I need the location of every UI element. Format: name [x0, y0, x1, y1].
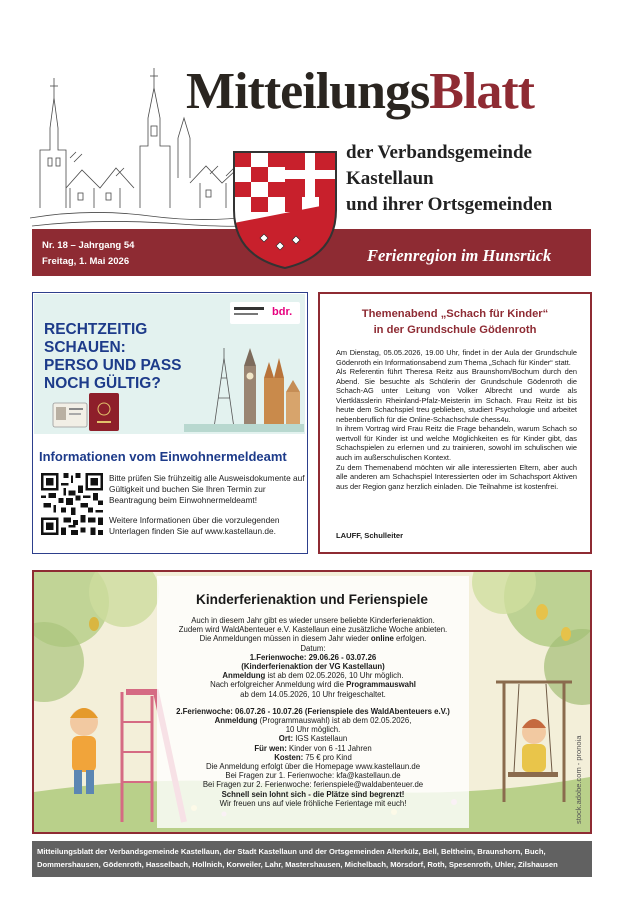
footer-bar [32, 841, 592, 877]
camp-line: Ort: IGS Kastellaun [278, 734, 348, 744]
chess-article-box [318, 292, 592, 554]
newspaper-title [186, 63, 534, 120]
camp-line: Bei Fragen zur 1. Ferienwoche: kfa@kastellaun.de [225, 771, 401, 781]
camp-line: Nach erfolgreicher Anmeldung wird die Programmauswahl [210, 680, 416, 690]
camp-line: Für wen: Kinder von 6 -11 Jahren [254, 743, 372, 753]
chess-title-line: in der Grundschule Gödenroth [373, 324, 537, 336]
issue-number: Nr. 18 – Jahrgang 54 [42, 240, 135, 251]
chess-article-signature: LAUFF, Schulleiter [336, 531, 404, 540]
camp-line: Kosten: 75 € pro Kind [274, 752, 352, 762]
camp-line: Anmeldung ist ab dem 02.05.2026, 10 Uhr möglich. [222, 671, 404, 681]
chess-paragraph: In ihrem Vortrag wird Frau Reitz die Frage behandeln, warum Schach so wertvoll für Kinder ist und welche Möglichkeiten es für Kinder gibt, das Schachspielen zu erlernen und zu trainieren, sowohl im schulischen wie auch im außerschulischen Kontext. [336, 424, 577, 463]
camp-call-to-action: Schnell sein lohnt sich - die Plätze sind begrenzt! [221, 789, 405, 799]
camp-line: Datum: [300, 643, 326, 653]
einwohnermeldeamt-headline: Informationen vom Einwohnermeldeamt [39, 449, 287, 464]
bdr-logo-text: bdr. [272, 306, 293, 318]
camp-line: Auch in diesem Jahr gibt es wieder unsere beliebte Kinderferienaktion. [191, 616, 435, 625]
camp-line: 10 Uhr möglich. [285, 725, 341, 735]
ferienspiele-title: Kinderferienaktion und Ferienspiele [196, 592, 428, 607]
passport-icon [88, 392, 120, 432]
banner-headline [44, 321, 182, 393]
landmarks-illustration [184, 328, 304, 432]
subtitle-line: und ihrer Ortsgemeinden [346, 194, 553, 215]
image-credit: stock.adobe.com - pronoia [574, 735, 583, 824]
title-part-blatt: Blatt [429, 63, 534, 120]
camp-week2-dates: 2.Ferienwoche: 06.07.26 - 10.07.26 (Ferienspiele des WaldAbenteuers e.V.) [176, 706, 450, 716]
title-part-mitteilungs: Mitteilungs [186, 63, 430, 120]
ferienspiele-box [32, 570, 592, 834]
camp-line: Zudem wird WaldAbenteuer e.V. Kastellaun eine zusätzliche Woche anbieten. [178, 625, 448, 635]
banner-headline-line: PERSO UND PASS [44, 357, 182, 374]
ferienspiele-text [152, 616, 474, 808]
footer-text: Mitteilungsblatt der Verbandsgemeinde Kastellaun, der Stadt Kastellaun und der Ortsgemeinden Alterkülz, Bell, Beltheim, Braunshorn, Buch, Dommershausen, Gödenroth, Hasselbach, Hollnich, Korweiler, Lahr, Mastershausen, Michelbach, Mörsdorf, Roth, Spesenroth, Uhler, Zilshausen [37, 847, 558, 869]
camp-line: Die Anmeldungen müssen in diesem Jahr wieder online erfolgen. [199, 634, 427, 644]
subtitle-line: der Verbandsgemeinde [346, 142, 532, 163]
coat-of-arms-icon [230, 148, 340, 272]
chess-title-line: Themenabend „Schach für Kinder“ [361, 308, 549, 320]
subtitle-line: Kastellaun [346, 168, 434, 189]
camp-line: Anmeldung (Programmauswahl) ist ab dem 02.05.2026, [214, 716, 412, 726]
ad-paragraph: Bitte prüfen Sie frühzeitig alle Ausweisdokumente auf Gültigkeit und buchen Sie Ihren Termin zur Beantragung beim Einwohnermeldeamt! [109, 473, 305, 505]
camp-line: Die Anmeldung erfolgt über die Homepage www.kastellaun.de [205, 762, 421, 772]
banner-headline-line: RECHTZEITIG [44, 321, 148, 338]
einwohnermeldeamt-text [109, 473, 305, 537]
einwohnermeldeamt-box [32, 292, 308, 554]
chess-paragraph: Am Dienstag, 05.05.2026, 19.00 Uhr, findet in der Aula der Grundschule Gödenroth ein Informationsabend zum Thema „Schach für Kinder“ statt. [336, 348, 577, 367]
chess-article-body [336, 348, 577, 491]
issue-info [42, 238, 134, 270]
banner-headline-line: SCHAUEN: [44, 339, 126, 356]
ausweis-banner [34, 294, 305, 434]
region-tagline: Ferienregion im Hunsrück [367, 246, 552, 265]
id-card-icon [52, 402, 88, 428]
chess-paragraph: Zu dem Themenabend möchten wir alle interessierten Eltern, aber auch alle anderen am Schachspiel Interessierten oder im Schachsport Aktiven aus der Region ganz herzlich einladen. Die Teilnahme ist kostenfrei. [336, 462, 577, 491]
ad-paragraph: Weitere Informationen über die vorzulegenden Unterlagen finden Sie auf www.kastellaun.de. [109, 515, 280, 536]
banner-headline-line: NOCH GÜLTIG? [44, 375, 161, 392]
camp-line: Bei Fragen zur 2. Ferienwoche: ferienspiele@waldabenteuer.de [202, 780, 424, 790]
sponsor-logos [230, 302, 300, 324]
chess-paragraph: Als Referentin führt Theresa Reitz aus Braunshorn/Bochum durch den Abend. Sie besuchte als Schülerin der Grundschule Gödenroth die Schach-AG unter Leitung von Volker Albrecht und wurde als Viertklässlerin Rheinland-Pfalz-Meisterin im Schach. Frau Reitz ist bis heute dem Schachspiel treu geblieben, studiert Psychologie und arbeitet nebenberuflich für die Online-Schachschule chess4u. [336, 367, 577, 424]
newspaper-subtitle [346, 140, 552, 218]
camp-week1-dates: 1.Ferienwoche: 29.06.26 - 03.07.26 [249, 652, 377, 662]
issue-date: Freitag, 1. Mai 2026 [42, 256, 130, 267]
camp-line: Wir freuen uns auf viele fröhliche Ferientage mit euch! [219, 798, 407, 808]
camp-line: ab dem 14.05.2026, 10 Uhr freigeschaltet. [240, 689, 386, 699]
camp-week1-organizer: (Kinderferienaktion der VG Kastellaun) [241, 662, 385, 672]
qr-code-icon[interactable] [41, 473, 103, 535]
chess-article-title [320, 306, 590, 338]
